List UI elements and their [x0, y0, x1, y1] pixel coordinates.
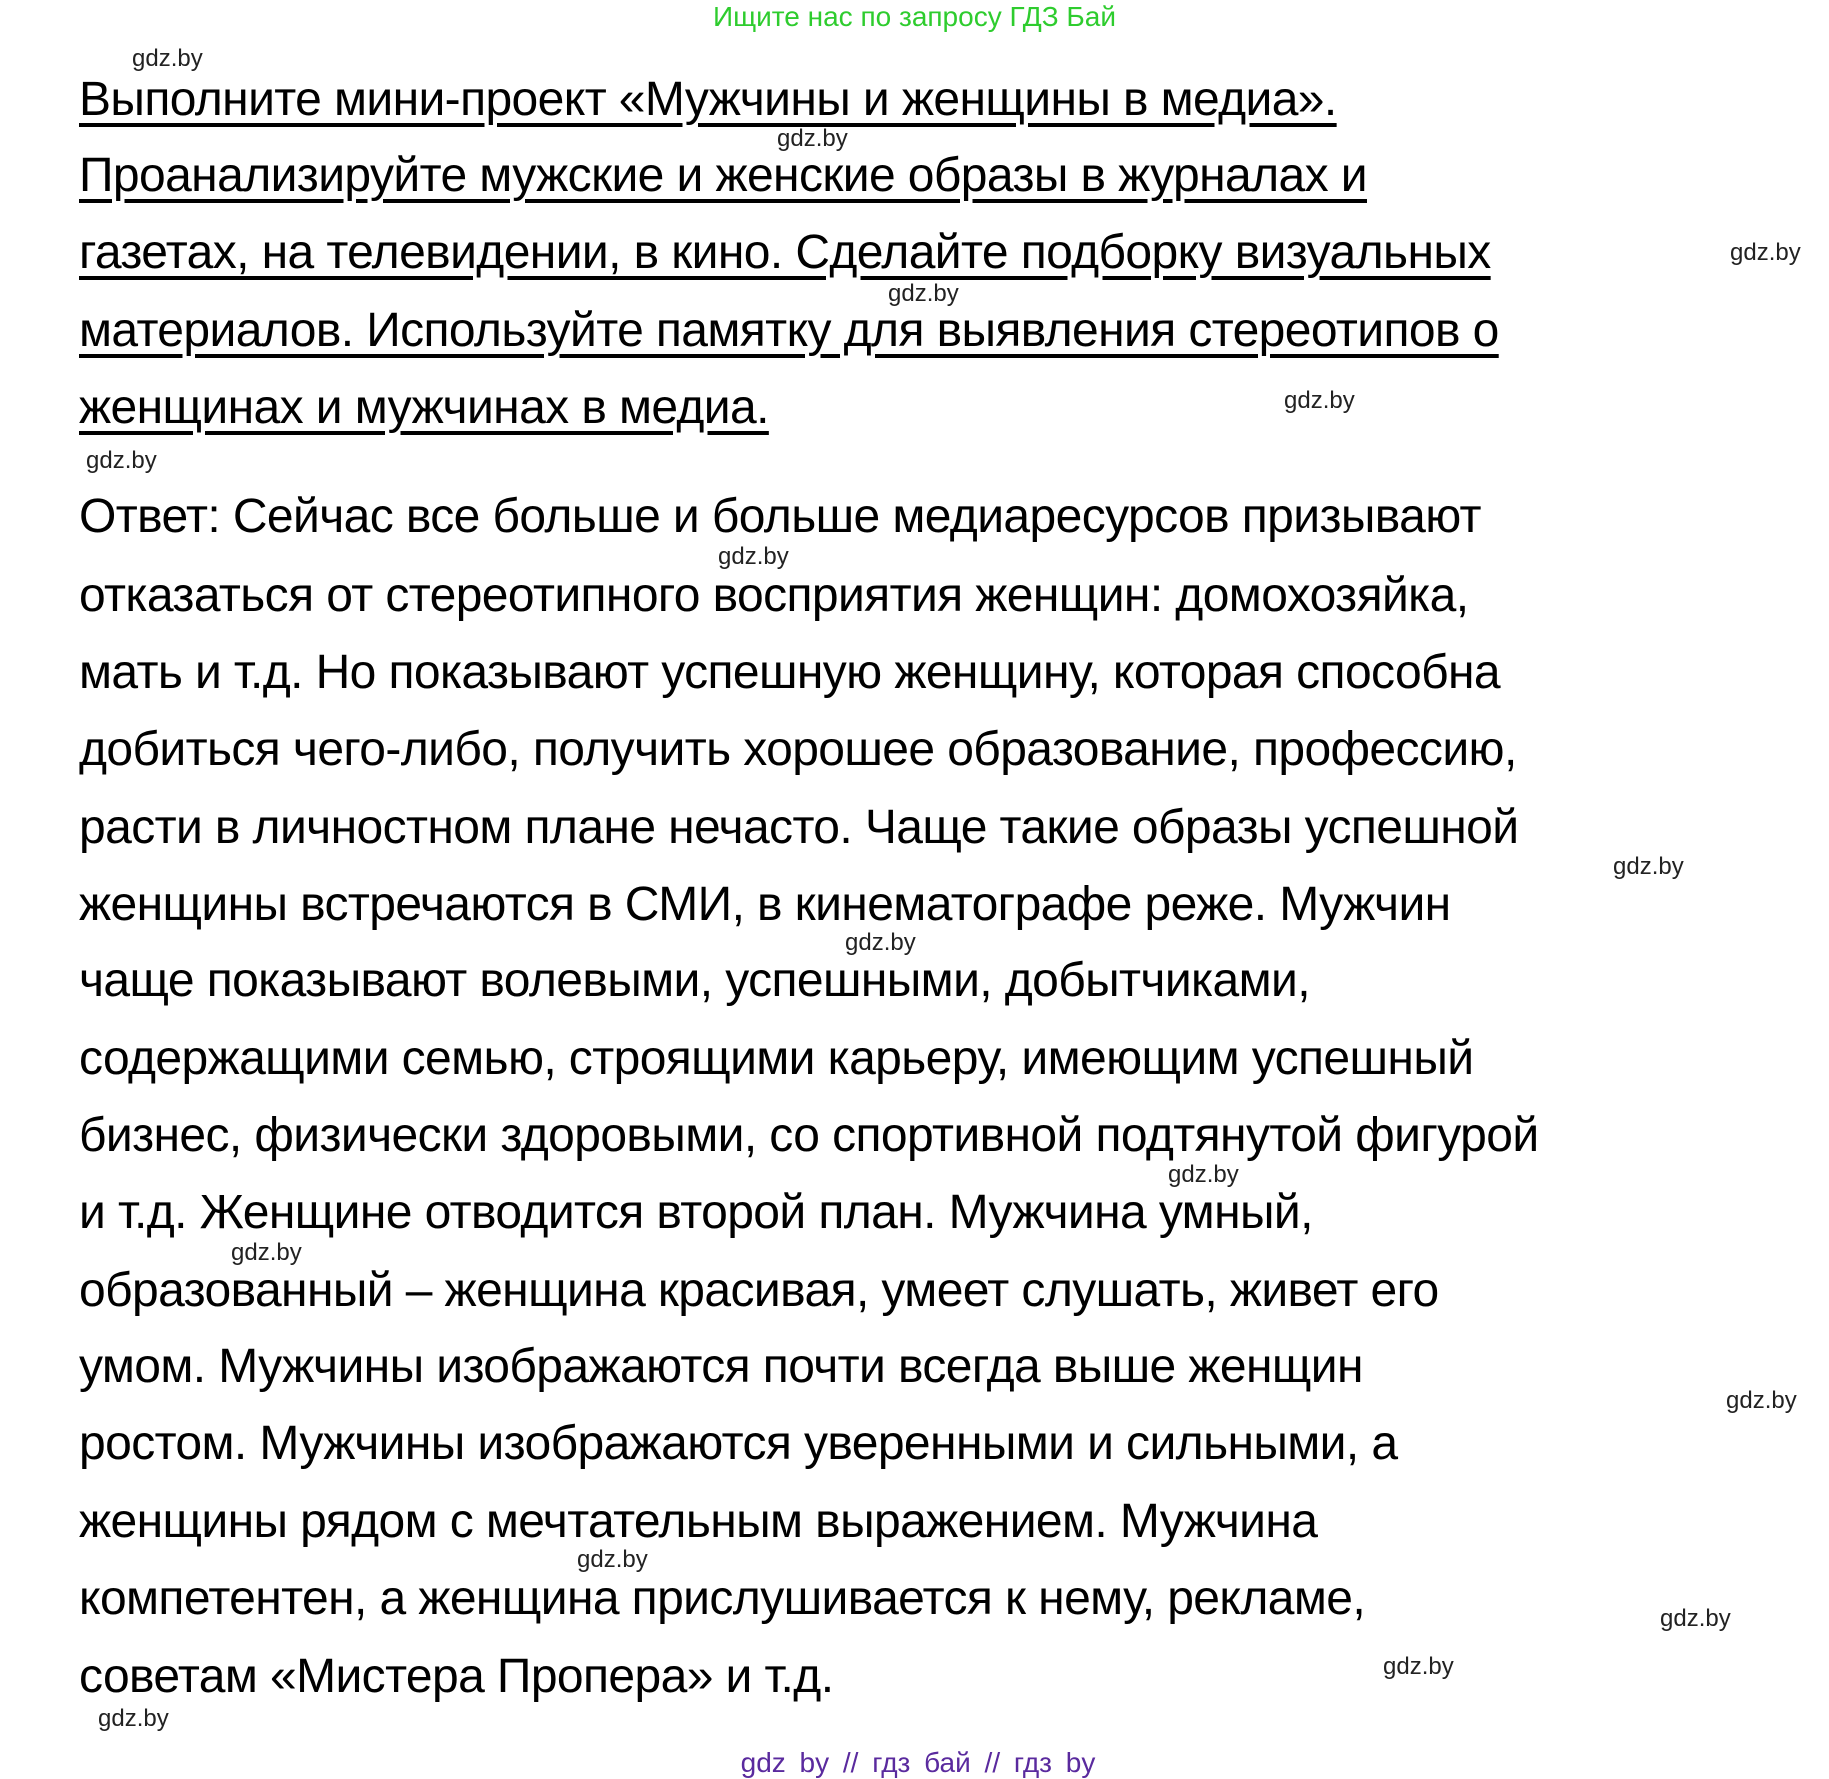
question-line: Проанализируйте мужские и женские образы в журналах и: [79, 149, 1367, 202]
watermark: gdz.by: [1613, 853, 1684, 880]
watermark: gdz.by: [1726, 1387, 1797, 1414]
answer-line: расти в личностном плане нечасто. Чаще такие образы успешной: [79, 801, 1519, 854]
question-line: женщинах и мужчинах в медиа.: [79, 381, 769, 434]
question-line: материалов. Используйте памятку для выявления стереотипов о: [79, 304, 1499, 357]
watermark: gdz.by: [231, 1239, 302, 1266]
watermark: gdz.by: [777, 125, 848, 152]
watermark: gdz.by: [888, 280, 959, 307]
answer-line: образованный – женщина красивая, умеет слушать, живет его: [79, 1264, 1439, 1317]
answer-line: содержащими семью, строящими карьеру, имеющим успешный: [79, 1032, 1474, 1085]
watermark: gdz.by: [98, 1705, 169, 1732]
answer-line: мать и т.д. Но показывают успешную женщину, которая способна: [79, 646, 1500, 699]
answer-line: добиться чего-либо, получить хорошее образование, профессию,: [79, 723, 1517, 776]
answer-line: чаще показывают волевыми, успешными, добытчиками,: [79, 954, 1310, 1007]
answer-line: женщины встречаются в СМИ, в кинематографе реже. Мужчин: [79, 878, 1451, 931]
watermark: gdz.by: [577, 1546, 648, 1573]
watermark: gdz.by: [1730, 239, 1801, 266]
watermark: gdz.by: [1383, 1653, 1454, 1680]
answer-line: компетентен, а женщина прислушивается к нему, рекламе,: [79, 1572, 1366, 1625]
watermark: gdz.by: [845, 929, 916, 956]
watermark: gdz.by: [1168, 1161, 1239, 1188]
answer-line: и т.д. Женщине отводится второй план. Мужчина умный,: [79, 1186, 1313, 1239]
answer-line: Ответ: Сейчас все больше и больше медиаресурсов призывают: [79, 490, 1481, 543]
watermark: gdz.by: [86, 447, 157, 474]
watermark: gdz.by: [1284, 387, 1355, 414]
watermark: gdz.by: [718, 543, 789, 570]
footer-links: gdz by // гдз бай // гдз by: [740, 1747, 1096, 1778]
question-line: Выполните мини-проект «Мужчины и женщины в медиа».: [79, 73, 1337, 126]
search-hint-banner: Ищите нас по запросу ГДЗ Бай: [712, 1, 1117, 32]
answer-line: бизнес, физически здоровыми, со спортивной подтянутой фигурой: [79, 1109, 1539, 1162]
watermark: gdz.by: [1660, 1605, 1731, 1632]
answer-line: отказаться от стереотипного восприятия женщин: домохозяйка,: [79, 569, 1469, 622]
watermark: gdz.by: [132, 45, 203, 72]
answer-line: умом. Мужчины изображаются почти всегда выше женщин: [79, 1340, 1363, 1393]
answer-line: советам «Мистера Пропера» и т.д.: [79, 1650, 834, 1703]
question-line: газетах, на телевидении, в кино. Сделайте подборку визуальных: [79, 226, 1491, 279]
answer-line: ростом. Мужчины изображаются уверенными и сильными, а: [79, 1417, 1398, 1470]
answer-line: женщины рядом с мечтательным выражением. Мужчина: [79, 1495, 1318, 1548]
